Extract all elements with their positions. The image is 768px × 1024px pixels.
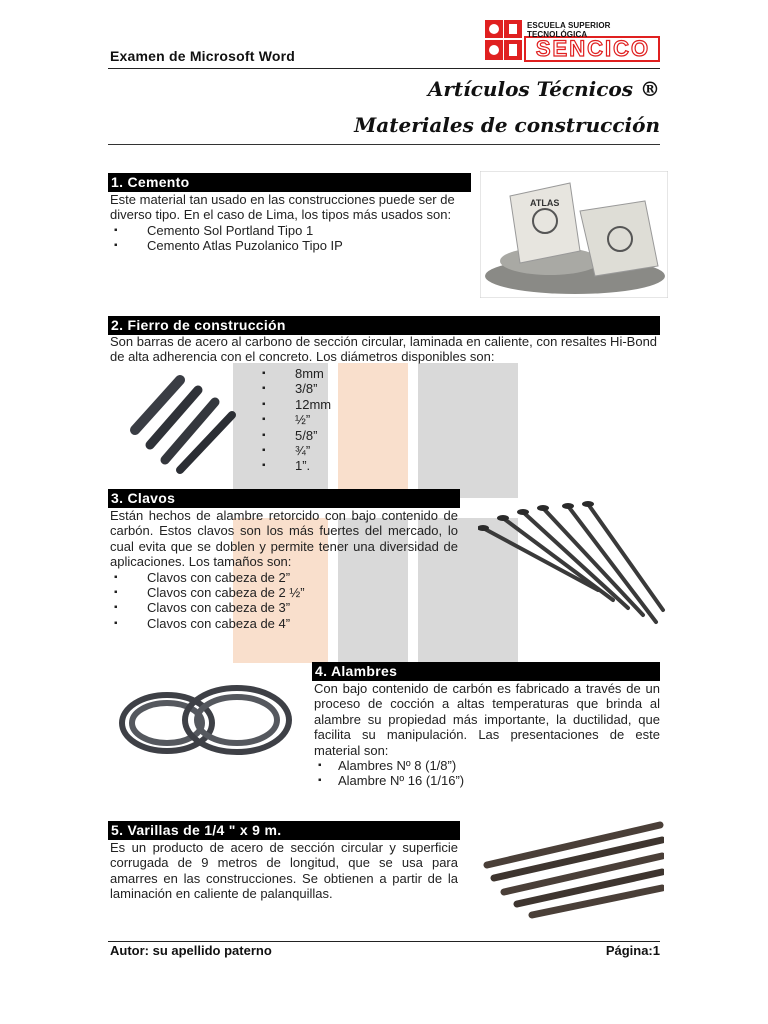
alambres-list	[314, 758, 660, 789]
cement-bags-image	[480, 171, 668, 298]
list-item: ▪ ½”	[258, 412, 408, 427]
list-item: ▪ 12mm	[258, 397, 408, 412]
section-heading-fierro: 2. Fierro de construcción	[108, 316, 660, 335]
sencico-logo	[485, 20, 661, 62]
section-heading-alambres: 4. Alambres	[312, 662, 660, 681]
list-item: ▪ 1”.	[258, 458, 408, 473]
list-item: ▪ Clavos con cabeza de 2”	[110, 570, 458, 585]
section-body-alambres	[314, 681, 660, 789]
logo-subtitle: ESCUELA SUPERIOR TECNOLÓGICA	[527, 21, 611, 39]
fierro-text: Son barras de acero al carbono de sección circular, laminada en caliente, con resaltes Hi-Bond de alta adherencia con el concreto. Los diámetros disponibles son:	[110, 334, 658, 365]
footer-author: Autor: su apellido paterno	[110, 943, 272, 958]
list-item: ▪ Cemento Atlas Puzolanico Tipo IP	[110, 238, 471, 253]
header-divider	[108, 68, 660, 69]
list-item: ▪ Clavos con cabeza de 2 ½”	[110, 585, 458, 600]
section-heading-cemento: 1. Cemento	[108, 173, 471, 192]
list-item: ▪ Alambres Nº 8 (1/8”)	[314, 758, 660, 773]
cemento-text: Este material tan usado en las construcciones puede ser de diverso tipo. En el caso de Lima, los tipos más usados son:	[110, 192, 455, 223]
clavos-list	[110, 570, 458, 632]
list-item: ▪ 8mm	[258, 366, 408, 381]
page-subtitle: Materiales de construcción	[354, 113, 660, 137]
section-body-cemento	[110, 192, 471, 254]
section-heading-clavos: 3. Clavos	[108, 489, 460, 508]
list-item: ▪ 5/8”	[258, 428, 408, 443]
list-item: ▪ 3/8”	[258, 381, 408, 396]
section-body-varillas	[110, 840, 458, 902]
cement-bag-label: ATLAS	[530, 198, 560, 208]
list-item: ▪ Cemento Sol Portland Tipo 1	[110, 223, 471, 238]
wire-coils-image	[112, 678, 297, 763]
list-item: ▪ Clavos con cabeza de 3”	[110, 600, 458, 615]
section-body-fierro	[110, 334, 660, 365]
footer-page-number: Página:1	[605, 943, 660, 958]
rebar-image	[120, 370, 240, 475]
logo-wordmark: SENCICO	[535, 36, 651, 61]
document-header-title: Examen de Microsoft Word	[110, 48, 296, 64]
list-item: ▪ ¾”	[258, 443, 408, 458]
cemento-list	[110, 223, 471, 254]
title-divider	[108, 144, 660, 145]
alambres-text: Con bajo contenido de carbón es fabricado a través de un proceso de cocción a altas temperaturas que brinda al alambre su propiedad más importante, la ductilidad, que facilita su manipulación. Las presentaciones de este material son:	[314, 681, 660, 758]
varillas-text: Es un producto de acero de sección circular y superficie corrugada de 9 metros de longitud, que se usa para amarres en las construcciones. Se obtienen a partir de la laminación en caliente de palanquillas.	[110, 840, 458, 902]
nails-image	[478, 500, 668, 630]
list-item: ▪ Clavos con cabeza de 4”	[110, 616, 458, 631]
rods-image	[482, 820, 664, 920]
footer-divider	[108, 941, 660, 942]
section-heading-varillas: 5. Varillas de 1/4 " x 9 m.	[108, 821, 460, 840]
page-title: Artículos Técnicos ®	[427, 77, 660, 101]
section-body-clavos	[110, 508, 458, 631]
fierro-diameter-list	[258, 366, 408, 474]
clavos-text: Están hechos de alambre retorcido con bajo contenido de carbón. Estos clavos son los más fuertes del mercado, lo cual evita que se doblen y permite tener una diversidad de aplicaciones. Los tamaños son:	[110, 508, 458, 570]
list-item: ▪ Alambre Nº 16 (1/16”)	[314, 773, 660, 788]
